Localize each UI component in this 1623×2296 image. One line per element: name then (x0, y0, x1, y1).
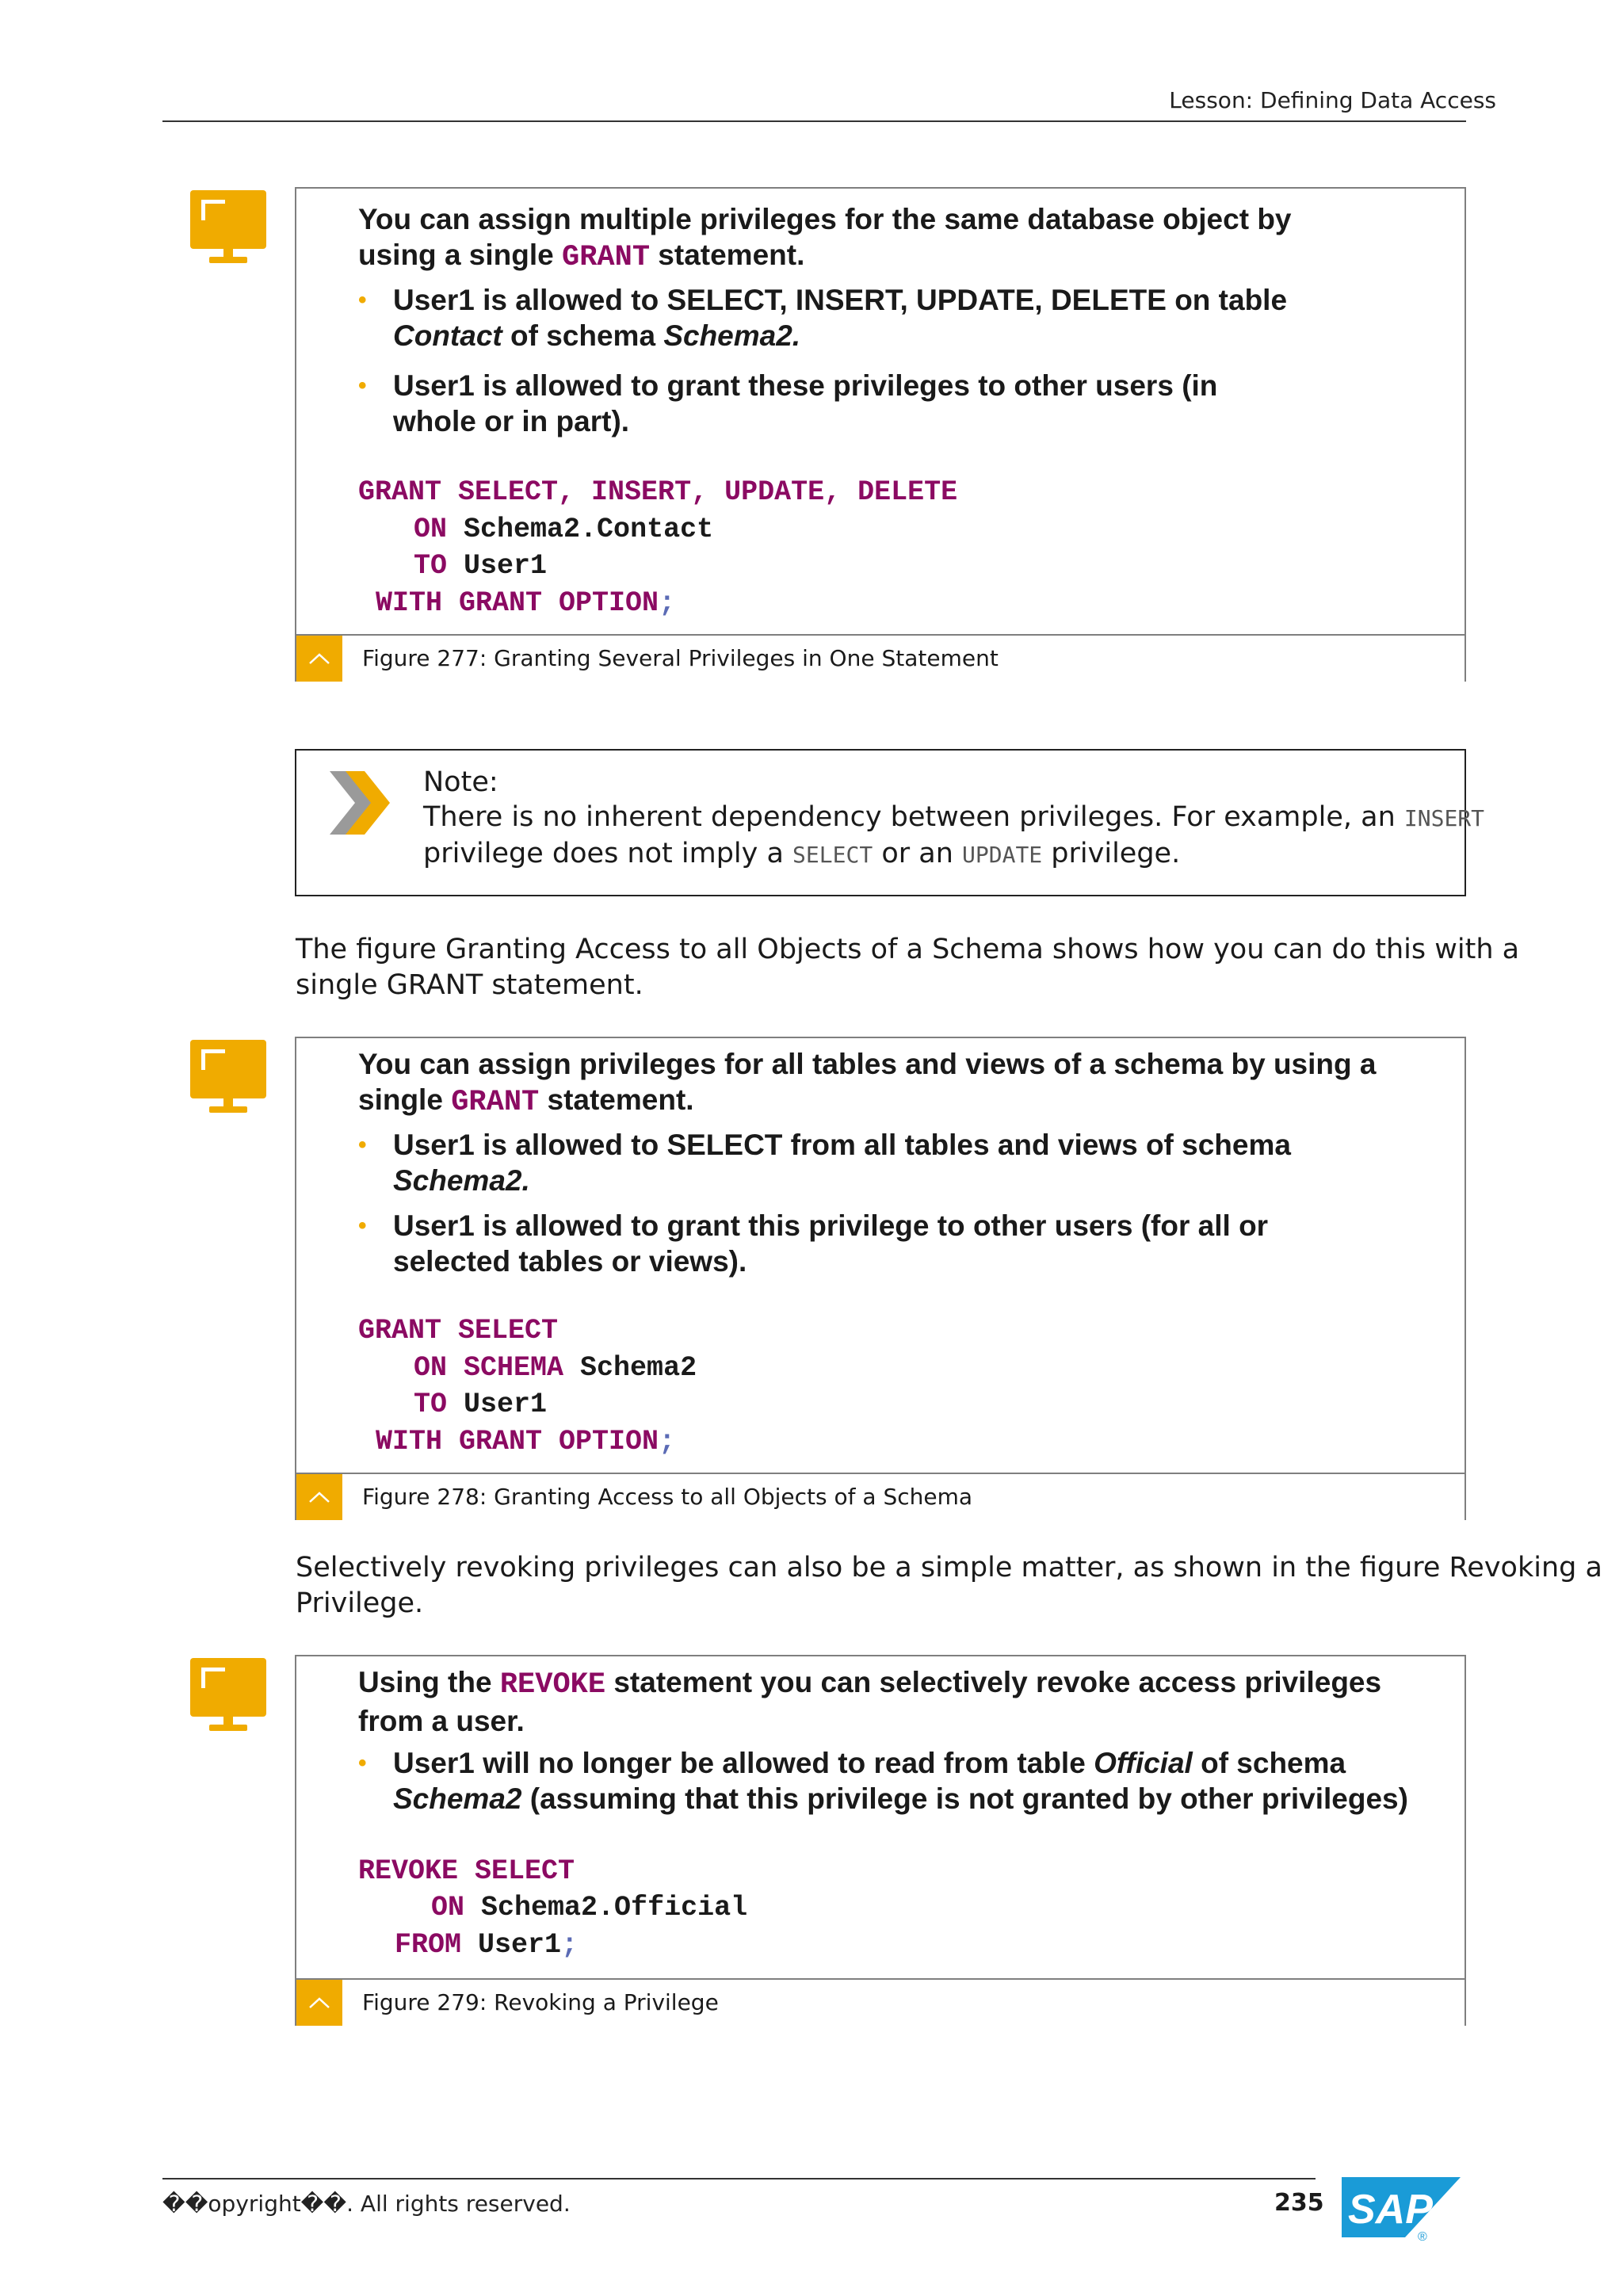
note-line-2: privilege does not imply a SELECT or an UPDATE privilege. (423, 838, 1181, 869)
figure-279-caption-bar (296, 1978, 1465, 2026)
note-title: Note: (423, 766, 498, 798)
figure-279-heading: Using the REVOKE statement you can selectively revoke access privileges from a user. (358, 1666, 1382, 1737)
body-paragraph-1: The figure Granting Access to all Objects of a Schema shows how you can do this with a single GRANT statement. (296, 934, 1520, 1001)
double-chevron-right-icon (327, 770, 398, 839)
figure-278-bullet-2: • User1 is allowed to grant this privilege to other users (for all or selected tables or views). (358, 1208, 1392, 1279)
figure-277-bullet-2: • User1 is allowed to grant these privileges to other users (in whole or in part). (358, 368, 1233, 439)
note-line-1: There is no inherent dependency between privileges. For example, an INSERT (423, 801, 1485, 833)
note-box (295, 749, 1485, 896)
figure-279-caption: Figure 279: Revoking a Privilege (362, 1989, 719, 2015)
figure-277-heading: You can assign multiple privileges for the same database object by using a single GRANT statement. (358, 203, 1292, 274)
header-lesson-title: Lesson: Defining Data Access (1169, 87, 1496, 113)
figure-278-bullet-1: • User1 is allowed to SELECT from all tables and views of schema Schema2. (358, 1127, 1336, 1198)
figure-277-code-line-4: WITH GRANT OPTION; (376, 587, 676, 619)
figure-278-panel (295, 1037, 1466, 1520)
figure-277-panel (295, 187, 1466, 682)
figure-278-heading: You can assign privileges for all tables and views of a schema by using a single GRANT statement. (358, 1048, 1377, 1119)
presentation-monitor-icon (190, 1040, 266, 1113)
chevron-up-icon[interactable] (296, 1474, 342, 1520)
figure-278-caption-bar (296, 1473, 1465, 1520)
figure-278-code-line-4: WITH GRANT OPTION; (376, 1426, 676, 1457)
svg-text:SAP: SAP (1348, 2187, 1433, 2233)
figure-278-code-line-3: TO User1 (414, 1389, 548, 1420)
page-number: 235 (1274, 2189, 1324, 2217)
footer-divider (162, 2178, 1316, 2179)
figure-278-code-line-2: ON SCHEMA Schema2 (414, 1352, 697, 1384)
chevron-up-icon[interactable] (296, 636, 342, 682)
figure-277-code-line-2: ON Schema2.Contact (414, 514, 714, 545)
body-paragraph-2: Selectively revoking privileges can also be a simple matter, as shown in the figure Revoking a Privilege. (296, 1552, 1602, 1619)
figure-279-panel (295, 1655, 1466, 2026)
chevron-up-icon[interactable] (296, 1980, 342, 2026)
figure-277-bullet-1: • User1 is allowed to SELECT, INSERT, UPDATE, DELETE on table Contact of schema Schema2. (358, 282, 1392, 353)
presentation-monitor-icon (190, 190, 266, 263)
sap-logo (1342, 2177, 1461, 2245)
figure-279-code-line-3: FROM User1; (395, 1929, 579, 1961)
figure-279-bullet-1: • User1 will no longer be allowed to read from table Official of schema Schema2 (assuming that this privilege is not granted by other privileges) (358, 1745, 1415, 1817)
figure-278-caption: Figure 278: Granting Access to all Objects of a Schema (362, 1484, 973, 1510)
figure-278-code-line-1: GRANT SELECT (358, 1315, 559, 1347)
presentation-monitor-icon (190, 1658, 266, 1731)
header-divider (162, 120, 1466, 122)
svg-text:®: ® (1418, 2230, 1427, 2242)
figure-277-caption: Figure 277: Granting Several Privileges in One Statement (362, 645, 999, 671)
figure-277-code-line-3: TO User1 (414, 550, 548, 582)
figure-277-code-line-1: GRANT SELECT, INSERT, UPDATE, DELETE (358, 476, 958, 508)
figure-279-code-line-2: ON Schema2.Official (431, 1892, 748, 1924)
figure-279-code-line-1: REVOKE SELECT (358, 1855, 575, 1887)
footer-copyright: ��opyright��. All rights reserved. (162, 2191, 571, 2217)
figure-277-caption-bar (296, 634, 1465, 682)
